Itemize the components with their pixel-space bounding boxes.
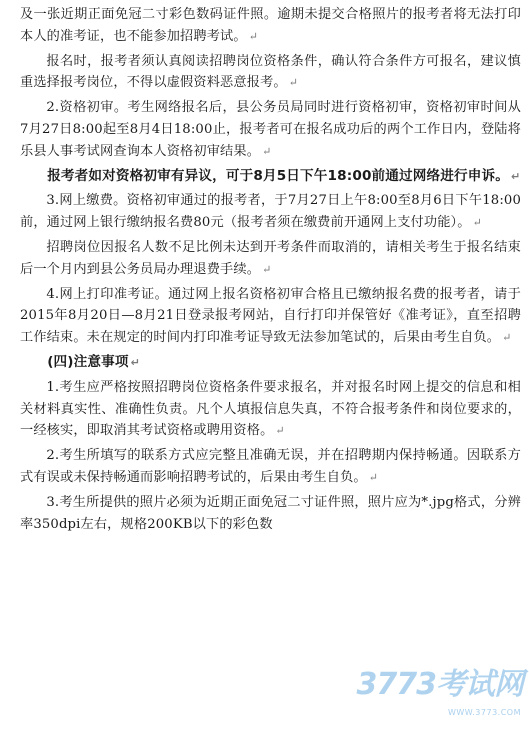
paragraph-mark-icon: ↵ [275,424,285,438]
paragraph-mark-icon: ↵ [502,331,512,345]
paragraph-1: 及一张近期正面免冠二寸彩色数码证件照。逾期未提交合格照片的报考者将无法打印本人的准考证，也不能参加招聘考试。 ↵ [20,7,521,44]
paragraph-10: 2.考生所填写的联系方式应完整且准确无误，并在招聘期内保持畅通。因联系方式有误或未保持畅通而影响招聘考试的，后果由考生自负。 ↵ [20,448,521,485]
paragraph-3: 2.资格初审。考生网络报名后，县公务员局同时进行资格初审，资格初审时间从7月27日8:00起至8月4日18:00止，报考者可在报名成功后的两个工作日内，登陆将乐县人事考试网查询本人资格初审结果。 ↵ [20,100,521,159]
section-heading: (四)注意事项 ↵ [47,353,141,370]
paragraph-7: 4.网上打印准考证。通过网上报名资格初审合格且已缴纳报名费的报考者，请于2015年8月20日—8月21日登录报考网站，自行打印并保管好《准考证》，直至招聘工作结束。未在规定的时间内打印准考证导致无法参加笔试的，后果由考生自负。 ↵ [20,286,521,346]
paragraph-mark-icon: ↵ [262,144,272,158]
watermark-url: WWW.3773.COM [447,708,521,717]
paragraph-2: 报名时，报考者须认真阅读招聘岗位资格条件，确认符合条件方可报名，建议慎重选择报考岗位，不得以虚假资料恶意报考。 ↵ [20,53,521,91]
paragraph-mark-icon: ↵ [511,169,521,183]
paragraph-mark-icon: ↵ [368,470,379,484]
paragraph-mark-icon: ↵ [130,355,141,369]
paragraph-mark-icon: ↵ [288,76,299,90]
paragraph-mark-icon: ↵ [472,216,482,230]
paragraph-4-bold: 报考者如对资格初审有异议，可于8月5日下午18:00前通过网络进行申诉。 ↵ [47,167,521,184]
paragraph-11: 3.考生所提供的照片必须为近期正面免冠二寸证件照，照片应为*.jpg格式，分辨率350dpi左右，规格200KB以下的彩色数 [20,494,521,532]
paragraph-mark-icon: ↵ [248,29,259,43]
paragraph-9: 1.考生应严格按照招聘岗位资格条件要求报名，并对报名时网上提交的信息和相关材料真实性、准确性负责。凡个人填报信息失真，不符合报考条件和岗位要求的，一经核实，即取消其考试资格或聘用资格。 ↵ [20,379,521,439]
paragraph-5: 3.网上缴费。资格初审通过的报考者，于7月27日上午8:00至8月6日下午18:00前，通过网上银行缴纳报名费80元（报考者须在缴费前开通网上支付功能）。 ↵ [20,193,521,231]
paragraph-mark-icon: ↵ [262,262,272,276]
paragraph-6: 招聘岗位因报名人数不足比例未达到开考条件而取消的，请相关考生于报名结束后一个月内到县公务员局办理退费手续。 ↵ [20,239,521,277]
watermark-logo: 3773考试网 [356,667,523,702]
